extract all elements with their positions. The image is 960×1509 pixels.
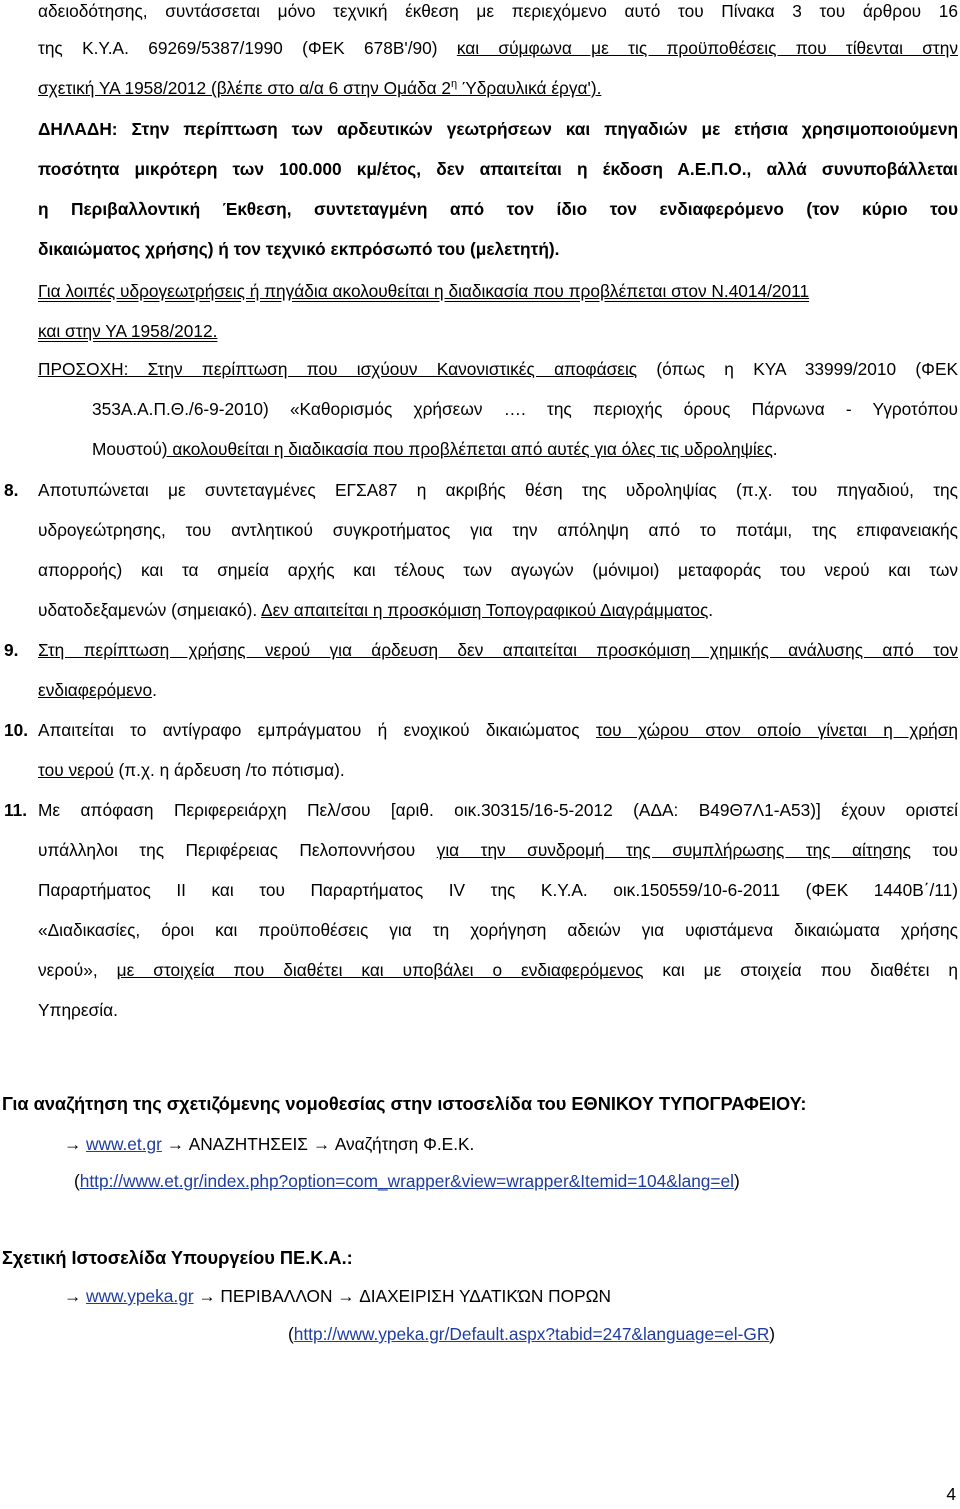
paren: ( (74, 1171, 80, 1191)
arrow-right-icon: → (166, 1134, 184, 1154)
page-number: 4 (946, 1484, 956, 1504)
et-gr-url-link[interactable]: http://www.et.gr/index.php?option=com_wrapper&view=wrapper&Itemid=104&lang=el (79, 1171, 734, 1191)
underlined-text: του νερού (38, 760, 114, 780)
underlined-text: και στην ΥΑ 1958/2012. (38, 321, 218, 341)
bold-text: δικαιώματος χρήσης) ή τον τεχνικό εκπρόσωπό του (μελετητή). (38, 239, 560, 259)
text: του (910, 840, 958, 860)
underlined-text: ΠΡΟΣΟΧΗ (38, 359, 124, 379)
search-url-line (74, 1170, 960, 1192)
text: 353Α.Α.Π.Θ./6-9-2010) «Καθορισμός χρήσεων …. της περιοχής όρους Πάρνωνα - Υγροτόπου (92, 399, 958, 419)
text: απορροής) και τα σημεία αρχής και τέλους των αγωγών (μόνιμοι) μεταφοράς του νερού και των (38, 560, 958, 580)
item10-line (38, 759, 958, 781)
text: (π.χ. η άρδευση /το πότισμα). (113, 760, 345, 780)
paren: ) (733, 1171, 740, 1191)
superscript: η (451, 78, 458, 91)
text: της Κ.Υ.Α. 69269/5387/1990 (ΦΕΚ 678Β'/90) (38, 38, 457, 58)
item-number: 10. (4, 720, 29, 740)
bold-text: ΔΗΛΑΔΗ: Στην περίπτωση των αρδευτικών γεωτρήσεων και πηγαδιών με ετήσια χρησιμοποιούμενη (38, 119, 958, 139)
item11-line (38, 919, 958, 941)
item11-line (38, 959, 958, 981)
text: . (772, 439, 778, 459)
text: και με στοιχεία που διαθέτει η (643, 960, 959, 980)
item9-line (38, 639, 958, 661)
para-line (38, 280, 958, 302)
text: Με απόφαση Περιφερειάρχη Πελ/σου [αριθ. οικ.30315/16-5-2012 (ΑΔΑ: Β49Θ7Λ1-Α53)] έχουν οριστεί (38, 800, 958, 820)
text: αδειοδότησης, συντάσσεται μόνο τεχνική έκθεση με περιεχόμενο αυτό του Πίνακα 3 του άρθρου 16 (38, 1, 958, 21)
item10-line (38, 719, 958, 741)
text: υπάλληλοι της Περιφέρειας Πελοποννήσου (38, 840, 437, 860)
para-line (38, 77, 958, 99)
item-number: 8. (4, 480, 19, 500)
item8-line (38, 559, 958, 581)
underlined-text: και σύμφωνα με τις προϋποθέσεις που τίθενται στην (456, 38, 959, 58)
text: σχετική ΥΑ 1958/2012 (βλέπε στο α/α 6 στην Ομάδα 2 (38, 78, 452, 98)
text: . (708, 600, 714, 620)
ministry-sub-text: ΔΙΑΧΕΙΡΙΣΗ ΥΔΑΤΙΚΏΝ ΠΟΡΩΝ (359, 1286, 611, 1306)
underlined-text: Για λοιπές υδρογεωτρήσεις ή πηγάδια ακολουθείται η διαδικασία που προβλέπεται στον Ν.4014/2011 (38, 281, 810, 301)
ministry-url-line (288, 1323, 928, 1345)
text: νερού», (38, 960, 117, 980)
text: . (152, 680, 157, 700)
ministry-path-line (64, 1285, 960, 1307)
underlined-text: με στοιχεία που διαθέτει και υποβάλει ο ενδιαφερόμενος (116, 960, 644, 980)
text: Υπηρεσία. (38, 1000, 118, 1020)
text: Αποτυπώνεται με συντεταγμένες ΕΓΣΑ87 η ακριβής θέση της υδροληψίας (π.χ. του πηγαδιού, της (38, 480, 958, 500)
paren: ( (288, 1324, 294, 1344)
arrow-right-icon: → (312, 1134, 331, 1154)
ministry-heading: Σχετική Ιστοσελίδα Υπουργείου ΠΕ.Κ.Α.: (2, 1248, 353, 1268)
item11-line (38, 839, 958, 861)
search-sub-text: Αναζήτηση Φ.Ε.Κ. (334, 1134, 475, 1154)
text: Ύδραυλικά έργα'). (457, 78, 602, 98)
text: Απαιτείται το αντίγραφο εμπράγματου ή ενοχικού δικαιώματος (38, 720, 596, 740)
text: (όπως η ΚΥΑ 33999/2010 (ΦΕΚ (637, 359, 959, 379)
ypeka-gr-link[interactable]: www.ypeka.gr (86, 1286, 194, 1306)
text: «Διαδικασίες, όροι και προϋποθέσεις για τη χορήγηση αδειών για υφιστάμενα δικαιώματα χρήσης (38, 920, 958, 940)
item8-line (38, 519, 958, 541)
para-line (38, 37, 958, 59)
underlined-text: Δεν απαιτείται η προσκόμιση Τοπογραφικού Διαγράμματος (261, 600, 709, 620)
underlined-text: Στη περίπτωση χρήσης νερού για άρδευση δεν απαιτείται προσκόμιση χημικής ανάλυσης από τον (38, 640, 958, 660)
para-line (38, 358, 958, 380)
underlined-text: : Στην περίπτωση που ισχύουν Κανονιστικές αποφάσεις (123, 359, 638, 379)
para-line (38, 118, 958, 140)
item11-line (38, 799, 958, 821)
para-line (38, 238, 958, 260)
underlined-text: ενδιαφερόμενο (38, 680, 153, 700)
item8-line (38, 479, 958, 501)
paren: ) (769, 1324, 776, 1344)
para-line (38, 0, 958, 22)
arrow-right-icon: → (64, 1134, 82, 1154)
underlined-text (38, 78, 601, 98)
text: Μουστού (92, 439, 162, 459)
arrow-right-icon: → (198, 1286, 216, 1306)
ypeka-url-link[interactable]: http://www.ypeka.gr/Default.aspx?tabid=247&language=el-GR (293, 1324, 770, 1344)
para-line (38, 158, 958, 180)
text: υδατοδεξαμενών (σημειακό). (38, 600, 262, 620)
text: υδρογεώτρησης, του αντλητικού συγκροτήματος για την απόληψη από το ποτάμι, της επιφανειακής (38, 520, 958, 540)
bold-text: , αλλά συνυποβάλλεται (746, 159, 958, 179)
para-line (38, 320, 958, 342)
para-line (92, 398, 958, 420)
item-number: 9. (4, 640, 19, 660)
para-line (38, 198, 958, 220)
search-heading: Για αναζήτηση της σχετιζόμενης νομοθεσίας στην ιστοσελίδα του ΕΘΝΙΚΟΥ ΤΥΠΟΓΡΑΦΕΙΟΥ: (2, 1094, 807, 1114)
underlined-text: για την συνδρομή της συμπλήρωσης της αίτησης (436, 840, 911, 860)
bold-text: η Περιβαλλοντική Έκθεση, συντεταγμένη από τον ίδιο τον ενδιαφερόμενο (τον κύριο του (38, 199, 958, 219)
arrow-right-icon: → (337, 1286, 355, 1306)
item11-line (38, 999, 958, 1021)
et-gr-link[interactable]: www.et.gr (86, 1134, 162, 1154)
ministry-path-text: ΠΕΡΙΒΑΛΛΟΝ (220, 1286, 333, 1306)
item9-line (38, 679, 958, 701)
underlined-text: ) ακολουθείται η διαδικασία που προβλέπεται από αυτές για όλες τις υδροληψίες (161, 439, 773, 459)
underlined-text: του χώρου στον οποίο γίνεται η χρήση (595, 720, 959, 740)
item-number: 11. (4, 800, 28, 820)
search-path-line (64, 1133, 960, 1155)
item11-line (38, 879, 958, 901)
bold-text: ποσότητα μικρότερη των 100.000 κμ/έτος, δεν απαιτείται η έκδοση Α.Ε.Π.Ο. (38, 159, 747, 179)
para-line (92, 438, 958, 460)
search-path-text: ΑΝΑΖΗΤΗΣΕΙΣ (188, 1134, 308, 1154)
text: Παραρτήματος ΙΙ και του Παραρτήματος ΙV της Κ.Υ.Α. οικ.150559/10-6-2011 (ΦΕΚ 1440Β΄/11) (38, 880, 958, 900)
item8-line (38, 599, 958, 621)
arrow-right-icon: → (64, 1286, 82, 1306)
